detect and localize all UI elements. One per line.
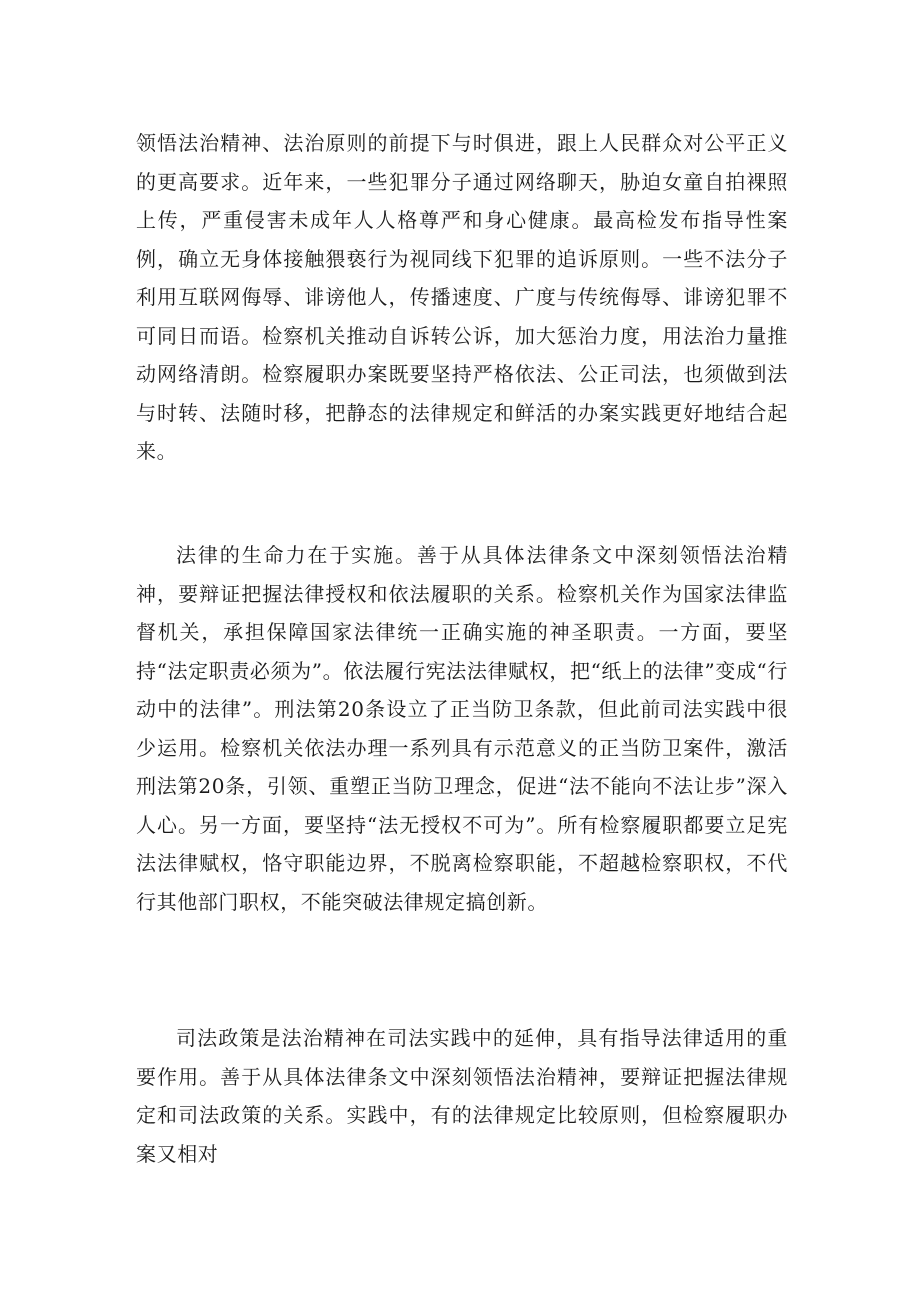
paragraph-continued: 领悟法治精神、法治原则的前提下与时俱进，跟上人民群众对公平正义的更高要求。近年来，一些犯罪分子通过网络聊天，胁迫女童自拍裸照上传，严重侵害未成年人人格尊严和身心健康。最高检发布指导性案例，确立无身体接触猥亵行为视同线下犯罪的追诉原则。一些不法分子利用互联网侮辱、诽谤他人，传播速度、广度与传统侮辱、诽谤犯罪不可同日而语。检察机关推动自诉转公诉，加大惩治力度，用法治力量推动网络清朗。检察履职办案既要坚持严格依法、公正司法，也须做到法与时转、法随时移，把静态的法律规定和鲜活的办案实践更好地结合起来。 <box>136 131 788 463</box>
paragraph-judicial-policy: 司法政策是法治精神在司法实践中的延伸，具有指导法律适用的重要作用。善于从具体法律条文中深刻领悟法治精神，要辩证把握法律规定和司法政策的关系。实践中，有的法律规定比较原则，但检察履职办案又相对 <box>136 1026 788 1166</box>
paragraph-law-implementation: 法律的生命力在于实施。善于从具体法律条文中深刻领悟法治精神，要辩证把握法律授权和依法履职的关系。检察机关作为国家法律监督机关，承担保障国家法律统一正确实施的神圣职责。一方面，要坚持“法定职责必须为”。依法履行宪法法律赋权，把“纸上的法律”变成“行动中的法律”。刑法第20条设立了正当防卫条款，但此前司法实践中很少运用。检察机关依法办理一系列具有示范意义的正当防卫案件，激活刑法第20条，引领、重塑正当防卫理念，促进“法不能向不法让步”深入人心。另一方面，要坚持“法无授权不可为”。所有检察履职都要立足宪法法律赋权，恪守职能边界，不脱离检察职能，不超越检察职权，不代行其他部门职权，不能突破法律规定搞创新。 <box>136 543 788 914</box>
